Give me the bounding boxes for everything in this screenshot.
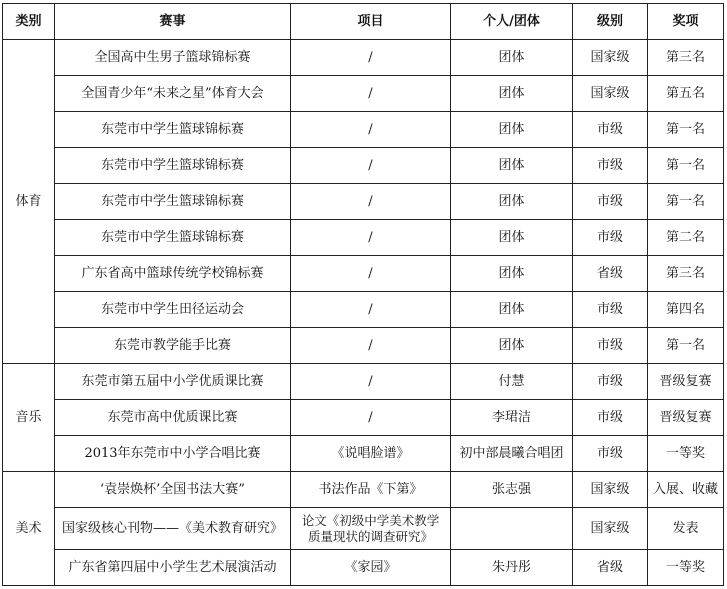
table-row: [3, 550, 724, 586]
header-type: 个人/团体: [451, 4, 573, 40]
award-cell: 第三名: [648, 256, 724, 292]
table-row: [3, 400, 724, 436]
project-cell: /: [291, 40, 451, 76]
level-cell: 市级: [573, 328, 648, 364]
level-cell: 国家级: [573, 508, 648, 550]
header-level: 级别: [573, 4, 648, 40]
project-line: 论文《初级中学美术教学: [301, 512, 440, 528]
type-cell: 团体: [451, 40, 573, 76]
level-cell: 市级: [573, 220, 648, 256]
level-cell: 市级: [573, 184, 648, 220]
event-cell: 东莞市第五届中小学优质课比赛: [55, 364, 291, 400]
header-project: 项目: [291, 4, 451, 40]
type-cell: 朱丹彤: [451, 550, 573, 586]
event-cell: 东莞市教学能手比赛: [55, 328, 291, 364]
event-cell: ‘袁崇焕杯’全国书法大赛”: [55, 472, 291, 508]
type-cell: 团体: [451, 148, 573, 184]
event-cell: 2013年东莞市中小学合唱比赛: [55, 436, 291, 472]
level-cell: 国家级: [573, 76, 648, 112]
level-cell: 国家级: [573, 472, 648, 508]
level-cell: 国家级: [573, 40, 648, 76]
project-cell: /: [291, 76, 451, 112]
type-cell: [451, 508, 573, 550]
type-cell: 李珺洁: [451, 400, 573, 436]
level-cell: 市级: [573, 400, 648, 436]
type-cell: 团体: [451, 76, 573, 112]
type-cell: 团体: [451, 112, 573, 148]
awards-table: [2, 3, 724, 586]
project-cell: /: [291, 256, 451, 292]
table-row: [3, 328, 724, 364]
project-cell: /: [291, 112, 451, 148]
level-cell: 市级: [573, 436, 648, 472]
award-cell: 发表: [648, 508, 724, 550]
project-cell: 《说唱脸谱》: [291, 436, 451, 472]
event-cell: 东莞市中学生篮球锦标赛: [55, 184, 291, 220]
project-cell: /: [291, 292, 451, 328]
header-category: 类别: [3, 4, 55, 40]
table-row: [3, 40, 724, 76]
type-cell: 团体: [451, 328, 573, 364]
table-row: [3, 472, 724, 508]
table-row: [3, 364, 724, 400]
level-cell: 市级: [573, 112, 648, 148]
event-cell: 国家级核心刊物——《美术教育研究》: [55, 508, 291, 550]
project-cell: /: [291, 220, 451, 256]
category-art: 美术: [3, 472, 55, 586]
event-cell: 东莞市中学生田径运动会: [55, 292, 291, 328]
event-cell: 广东省第四届中小学生艺术展演活动: [55, 550, 291, 586]
project-line: 质量现状的调查研究》: [307, 528, 433, 544]
project-cell: /: [291, 364, 451, 400]
event-cell: 东莞市中学生篮球锦标赛: [55, 220, 291, 256]
award-cell: 第二名: [648, 220, 724, 256]
type-cell: 初中部晨曦合唱团: [451, 436, 573, 472]
type-cell: 张志强: [451, 472, 573, 508]
header-event: 赛事: [55, 4, 291, 40]
event-cell: 广东省高中篮球传统学校锦标赛: [55, 256, 291, 292]
type-cell: 付慧: [451, 364, 573, 400]
table-row: [3, 256, 724, 292]
type-cell: 团体: [451, 256, 573, 292]
table-row: [3, 112, 724, 148]
award-cell: 第一名: [648, 112, 724, 148]
table-row: [3, 220, 724, 256]
award-cell: 一等奖: [648, 550, 724, 586]
category-music: 音乐: [3, 364, 55, 472]
table-row: [3, 508, 724, 550]
level-cell: 市级: [573, 364, 648, 400]
type-cell: 团体: [451, 292, 573, 328]
type-cell: 团体: [451, 184, 573, 220]
award-cell: 第三名: [648, 40, 724, 76]
event-cell: 全国高中生男子篮球锦标赛: [55, 40, 291, 76]
level-cell: 市级: [573, 148, 648, 184]
project-cell: /: [291, 400, 451, 436]
table-row: [3, 76, 724, 112]
project-cell: [291, 508, 451, 550]
event-cell: 东莞市中学生篮球锦标赛: [55, 148, 291, 184]
level-cell: 市级: [573, 292, 648, 328]
header-award: 奖项: [648, 4, 724, 40]
table-row: [3, 292, 724, 328]
project-cell: /: [291, 148, 451, 184]
award-cell: 晋级复赛: [648, 364, 724, 400]
award-cell: 晋级复赛: [648, 400, 724, 436]
award-cell: 第一名: [648, 184, 724, 220]
table-row: [3, 148, 724, 184]
level-cell: 省级: [573, 550, 648, 586]
category-sports: 体育: [3, 40, 55, 364]
project-cell: /: [291, 328, 451, 364]
event-cell: 全国青少年“未来之星”体育大会: [55, 76, 291, 112]
project-cell: 《家园》: [291, 550, 451, 586]
level-cell: 省级: [573, 256, 648, 292]
project-cell: 书法作品《下第》: [291, 472, 451, 508]
event-cell: 东莞市高中优质课比赛: [55, 400, 291, 436]
project-cell: /: [291, 184, 451, 220]
type-cell: 团体: [451, 220, 573, 256]
award-cell: 第一名: [648, 148, 724, 184]
table-row: [3, 436, 724, 472]
table-row: [3, 184, 724, 220]
award-cell: 一等奖: [648, 436, 724, 472]
award-cell: 第五名: [648, 76, 724, 112]
event-cell: 东莞市中学生篮球锦标赛: [55, 112, 291, 148]
award-cell: 第一名: [648, 328, 724, 364]
award-cell: 入展、收藏: [648, 472, 724, 508]
award-cell: 第四名: [648, 292, 724, 328]
header-row: [3, 4, 724, 40]
